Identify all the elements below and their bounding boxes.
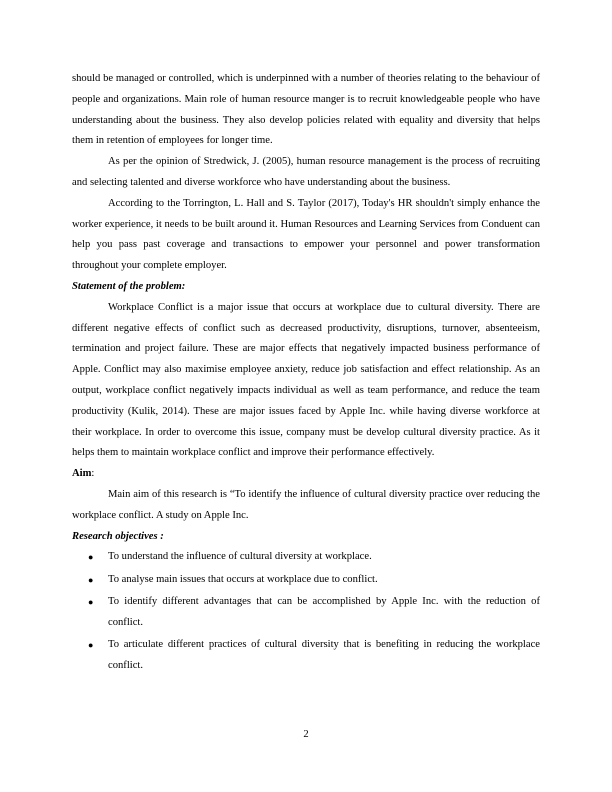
objective-text: To analyse main issues that occurs at workplace due to conflict. xyxy=(108,573,378,585)
bullet-icon: ● xyxy=(88,597,94,608)
research-objectives-heading: Research objectives : xyxy=(72,530,164,542)
document-body xyxy=(72,69,540,678)
list-item xyxy=(72,592,540,634)
list-item xyxy=(72,547,540,568)
intro-paragraph-2: As per the opinion of Stredwick, J. (2005), human resource management is the process of recruiting and selecting talented and diverse workforce who have understanding about the business. xyxy=(72,156,540,188)
aim-heading: Aim xyxy=(72,468,92,480)
problem-statement-heading: Statement of the problem: xyxy=(72,280,186,292)
objective-text: To identify different advantages that can be accomplished by Apple Inc. with the reduction of conflict. xyxy=(108,596,540,628)
bullet-icon: ● xyxy=(88,574,94,585)
aim-paragraph: Main aim of this research is “To identify the influence of cultural diversity practice over reducing the workplace conflict. A study on Apple Inc. xyxy=(72,488,540,521)
list-item xyxy=(72,635,540,677)
intro-paragraph-3: According to the Torrington, L. Hall and S. Taylor (2017), Today's HR shouldn't simply enhance the worker experience, it needs to be built around it. Human Resources and Learning Services from Conduent can help you pass past coverage and transactions to empower your personnel and power transformation throughout your complete employer. xyxy=(72,197,540,272)
research-objectives-list xyxy=(72,547,540,677)
page-number: 2 xyxy=(303,729,309,740)
intro-paragraph-1: should be managed or controlled, which is underpinned with a number of theories relating to the behaviour of people and organizations. Main role of human resource manger is to recruit knowledgeable people who have understanding about the business. They also develop policies related with equality and diversity that helps them in retention of employees for longer time. xyxy=(72,73,540,147)
list-item xyxy=(72,570,540,591)
problem-statement-paragraph: Workplace Conflict is a major issue that occurs at workplace due to cultural diversity. There are different negative effects of conflict such as decreased productivity, disruptions, turnover, absenteeism, termination and project failure. These are major effects that negatively impacted business performance of Apple. Conflict may also maximise employee anxiety, reduce job satisfaction and effect relationship. As an output, workplace conflict negatively impacts individual as well as team performance, and reduce the team productivity (Kulik, 2014). These are major issues faced by Apple Inc. while having diverse workforce at their workplace. In order to overcome this issue, company must be develop cultural diversity practice. As it helps them to maintain workplace conflict and improve their performance effectively. xyxy=(72,301,540,459)
objective-text: To articulate different practices of cultural diversity that is benefiting in reducing the workplace conflict. xyxy=(108,639,540,672)
objective-text: To understand the influence of cultural diversity at workplace. xyxy=(108,551,372,563)
bullet-icon: ● xyxy=(88,640,94,651)
aim-heading-colon: : xyxy=(91,468,95,480)
aim-heading-line xyxy=(72,464,540,485)
bullet-icon: ● xyxy=(88,552,94,563)
